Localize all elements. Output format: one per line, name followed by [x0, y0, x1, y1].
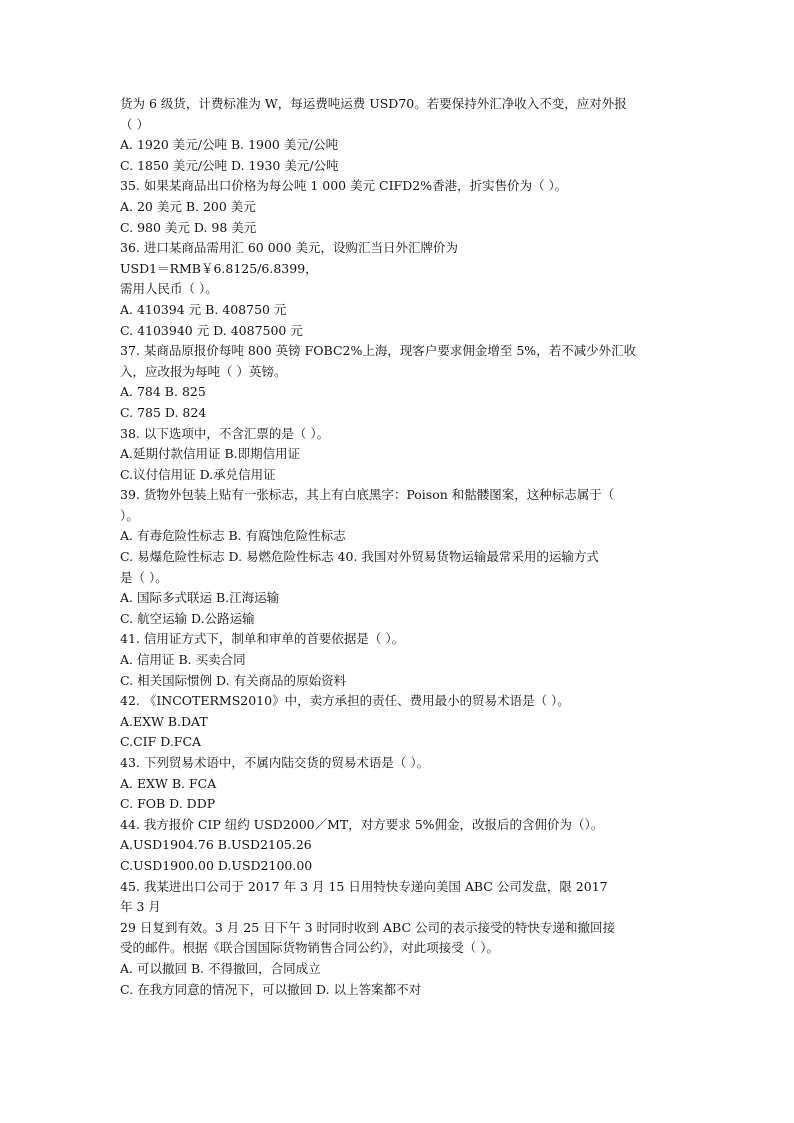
- text-line: A. 有毒危险性标志 B. 有腐蚀危险性标志: [120, 528, 346, 544]
- text-line: A. 410394 元 B. 408750 元: [120, 301, 287, 317]
- question-38: 38. 以下选项中，不含汇票的是（ ）。: [120, 425, 330, 441]
- question-44: 44. 我方报价 CIP 纽约 USD2000／MT，对方要求 5%佣金，改报后的含佣价为（）。: [120, 816, 604, 832]
- document-body: [120, 94, 680, 1000]
- text-line: ）。: [120, 507, 139, 523]
- text-line: C.USD1900.00 D.USD2100.00: [120, 857, 313, 873]
- text-line: 受的邮件。根据《联合国国际货物销售合同公约》，对此项接受（ ）。: [120, 940, 499, 956]
- text-line: 货为 6 级货，计费标准为 W，每运费吨运费 USD70。若要保持外汇净收入不变，应对外报: [120, 96, 627, 111]
- question-39: 39. 货物外包装上贴有一张标志，其上有白底黑字：Poison 和骷髅图案，这种标志属于（: [120, 487, 615, 503]
- text-line: USD1＝RMB￥6.8125/6.8399，: [120, 260, 318, 276]
- text-line: 是（ ）。: [120, 569, 168, 585]
- text-line: A. 784 B. 825: [120, 384, 206, 400]
- text-line: C. 在我方同意的情况下，可以撤回 D. 以上答案都不对: [120, 981, 422, 997]
- text-line: C.CIF D.FCA: [120, 734, 202, 750]
- question-35: 35. 如果某商品出口价格为每公吨 1 000 美元 CIFD2%香港，折实售价为（ ）。: [120, 178, 568, 194]
- text-line: A.USD1904.76 B.USD2105.26: [120, 837, 312, 853]
- text-line: A. 可以撤回 B. 不得撤回，合同成立: [120, 960, 321, 976]
- text-line: A. 信用证 B. 买卖合同: [120, 652, 246, 668]
- text-line: A. EXW B. FCA: [120, 775, 217, 791]
- text-line: C.议付信用证 D.承兑信用证: [120, 466, 276, 482]
- text-line: 需用人民币（ ）。: [120, 281, 218, 297]
- text-line: A. 20 美元 B. 200 美元: [120, 198, 256, 214]
- text-line: C. 785 D. 824: [120, 404, 207, 420]
- text-line: 入，应改报为每吨（ ）英镑。: [120, 363, 287, 379]
- question-41: 41. 信用证方式下，制单和审单的首要依据是（ ）。: [120, 631, 405, 647]
- text-line: A. 国际多式联运 B.江海运输: [120, 590, 280, 606]
- text-line: A. 1920 美元/公吨 B. 1900 美元/公吨: [120, 137, 339, 153]
- question-42: 42. 《INCOTERMS2010》中，卖方承担的责任、费用最小的贸易术语是（ ）。: [120, 693, 570, 709]
- text-line: A.EXW B.DAT: [120, 713, 208, 729]
- text-line: A.延期付款信用证 B.即期信用证: [120, 446, 301, 462]
- text-line: C. 航空运输 D.公路运输: [120, 610, 255, 626]
- text-line: 29 日复到有效。3 月 25 日下午 3 时同时收到 ABC 公司的表示接受的特快专递和撤回接: [120, 919, 616, 935]
- question-36: 36. 进口某商品需用汇 60 000 美元，设购汇当日外汇牌价为: [120, 240, 459, 256]
- text-line: C. 1850 美元/公吨 D. 1930 美元/公吨: [120, 157, 339, 173]
- text-line: C. 相关国际惯例 D. 有关商品的原始资料: [120, 672, 347, 688]
- question-43: 43. 下列贸易术语中，不属内陆交货的贸易术语是（ ）。: [120, 755, 430, 770]
- question-40: C. 易爆危险性标志 D. 易燃危险性标志 40. 我国对外贸易货物运输最常采用的运输方式: [120, 549, 599, 565]
- text-line: （ ）: [120, 116, 149, 132]
- text-line: 年 3 月: [120, 899, 161, 915]
- text-line: C. FOB D. DDP: [120, 796, 216, 812]
- text-line: C. 980 美元 D. 98 美元: [120, 219, 257, 235]
- question-45: 45. 我某进出口公司于 2017 年 3 月 15 日用特快专递向美国 ABC 公司发盘，限 2017: [120, 878, 608, 894]
- question-37: 37. 某商品原报价每吨 800 英镑 FOBC2%上海，现客户要求佣金增至 5%，若不减少外汇收: [120, 343, 637, 359]
- text-line: C. 4103940 元 D. 4087500 元: [120, 322, 303, 338]
